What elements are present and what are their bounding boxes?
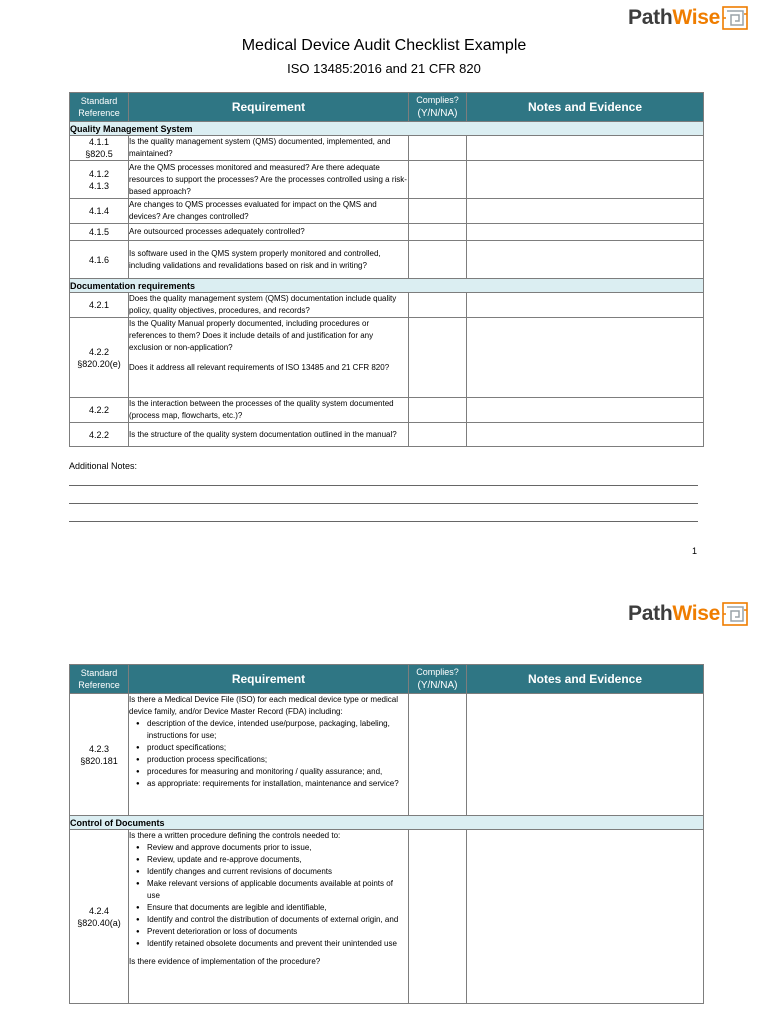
list-item: ● Ensure that documents are legible and identifiable, bbox=[129, 902, 408, 914]
list-item: ● Make relevant versions of applicable documents available at points of use bbox=[129, 878, 408, 902]
section-row bbox=[70, 122, 704, 136]
table-row bbox=[70, 318, 704, 398]
notes-cell[interactable] bbox=[467, 224, 704, 241]
checklist-table-page2 bbox=[69, 664, 704, 1004]
complies-cell[interactable] bbox=[409, 398, 467, 423]
standard-reference: 4.2.2 bbox=[70, 423, 129, 447]
table-header-row bbox=[70, 665, 704, 694]
requirement-text: Is there a written procedure defining the controls needed to: ● Review and approve documents prior to issue, ● Review, update and re-approve documents, ● Identify changes and current revisions of documents ● Make relevant versions of applicable documents available at points of use ● Ensure that documents are legible and identifiable, ● Identify and control the distribution of documents of external origin, and ● Prevent deterioration or loss of documents ● Identify retained obsolete documents and prevent their unintended use Is there evidence of implementation of the procedure? bbox=[129, 830, 409, 1004]
complies-cell[interactable] bbox=[409, 293, 467, 318]
section-title: Control of Documents bbox=[70, 816, 704, 830]
list-item: ● Identify retained obsolete documents and prevent their unintended use bbox=[129, 938, 408, 950]
complies-cell[interactable] bbox=[409, 161, 467, 199]
list-item: ● Review and approve documents prior to issue, bbox=[129, 842, 408, 854]
standard-reference: 4.1.1 §820.5 bbox=[70, 136, 129, 161]
notes-cell[interactable] bbox=[467, 241, 704, 279]
section-row bbox=[70, 816, 704, 830]
complies-cell[interactable] bbox=[409, 694, 467, 816]
table-row bbox=[70, 830, 704, 1004]
header-complies: Complies? (Y/N/NA) bbox=[409, 93, 467, 122]
maze-icon bbox=[722, 602, 748, 626]
notes-cell[interactable] bbox=[467, 136, 704, 161]
notes-cell[interactable] bbox=[467, 694, 704, 816]
table-row bbox=[70, 161, 704, 199]
requirement-bullet-list bbox=[129, 718, 408, 790]
requirement-text: Is the structure of the quality system documentation outlined in the manual? bbox=[129, 423, 409, 447]
document-title: Medical Device Audit Checklist Example bbox=[241, 37, 527, 54]
standard-reference: 4.1.2 4.1.3 bbox=[70, 161, 129, 199]
requirement-bullet-list bbox=[129, 842, 408, 950]
list-item: ● Prevent deterioration or loss of documents bbox=[129, 926, 408, 938]
standard-reference: 4.2.2 bbox=[70, 398, 129, 423]
notes-cell[interactable] bbox=[467, 161, 704, 199]
list-item: ● description of the device, intended use/purpose, packaging, labeling, instructions for use; bbox=[129, 718, 408, 742]
document-subtitle: ISO 13485:2016 and 21 CFR 820 bbox=[287, 61, 481, 76]
requirement-text: Is software used in the QMS system properly monitored and controlled, including validations and revalidations based on risk and in writing? bbox=[129, 241, 409, 279]
logo-text-path: Path bbox=[628, 6, 673, 29]
requirement-text: Is the interaction between the processes of the quality system documented (process map, flowcharts, etc.)? bbox=[129, 398, 409, 423]
requirement-text: Is there a Medical Device File (ISO) for each medical device type or medical device family, and/or Device Master Record (FDA) including: ● description of the device, intended use/purpose, packaging, labeling, instructions for use; ● product specifications; ● production process specifications; ● procedures for measuring and monitoring / quality assurance; and, ● as appropriate: requirements for installation, maintenance and service? bbox=[129, 694, 409, 816]
logo-text-wise: Wise bbox=[672, 6, 720, 29]
checklist-table-page1 bbox=[69, 92, 704, 447]
list-item: ● as appropriate: requirements for installation, maintenance and service? bbox=[129, 778, 408, 790]
complies-cell[interactable] bbox=[409, 224, 467, 241]
notes-cell[interactable] bbox=[467, 293, 704, 318]
pathwise-logo bbox=[628, 6, 748, 30]
notes-line[interactable] bbox=[69, 485, 698, 486]
table-row bbox=[70, 136, 704, 161]
standard-reference: 4.1.6 bbox=[70, 241, 129, 279]
header-notes-evidence: Notes and Evidence bbox=[467, 665, 704, 694]
list-item: ● Review, update and re-approve documents, bbox=[129, 854, 408, 866]
logo-text-wise: Wise bbox=[672, 602, 720, 625]
requirement-text: Are changes to QMS processes evaluated for impact on the QMS and devices? Are changes controlled? bbox=[129, 199, 409, 224]
notes-line[interactable] bbox=[69, 503, 698, 504]
table-header-row bbox=[70, 93, 704, 122]
header-standard-reference: Standard Reference bbox=[70, 665, 129, 694]
standard-reference: 4.2.1 bbox=[70, 293, 129, 318]
complies-cell[interactable] bbox=[409, 830, 467, 1004]
complies-cell[interactable] bbox=[409, 241, 467, 279]
list-item: ● procedures for measuring and monitoring / quality assurance; and, bbox=[129, 766, 408, 778]
table-row bbox=[70, 224, 704, 241]
logo-text-path: Path bbox=[628, 602, 673, 625]
complies-cell[interactable] bbox=[409, 199, 467, 224]
list-item: ● Identify changes and current revisions of documents bbox=[129, 866, 408, 878]
table-row bbox=[70, 694, 704, 816]
notes-cell[interactable] bbox=[467, 398, 704, 423]
header-notes-evidence: Notes and Evidence bbox=[467, 93, 704, 122]
notes-cell[interactable] bbox=[467, 318, 704, 398]
complies-cell[interactable] bbox=[409, 136, 467, 161]
list-item: ● production process specifications; bbox=[129, 754, 408, 766]
section-title: Quality Management System bbox=[70, 122, 704, 136]
header-requirement: Requirement bbox=[129, 93, 409, 122]
notes-cell[interactable] bbox=[467, 199, 704, 224]
standard-reference: 4.2.3 §820.181 bbox=[70, 694, 129, 816]
requirement-text: Are outsourced processes adequately controlled? bbox=[129, 224, 409, 241]
standard-reference: 4.2.2 §820.20(e) bbox=[70, 318, 129, 398]
table-row bbox=[70, 199, 704, 224]
table-row bbox=[70, 423, 704, 447]
requirement-text: Are the QMS processes monitored and measured? Are there adequate resources to support the processes? Are the processes controlled using a risk-based approach? bbox=[129, 161, 409, 199]
requirement-text: Is the Quality Manual properly documented, including procedures or references to them? Does it include details of and justification for any exclusion or non-application? Does it address all relevant requirements of ISO 13485 and 21 CFR 820? bbox=[129, 318, 409, 398]
notes-cell[interactable] bbox=[467, 830, 704, 1004]
requirement-text: Is the quality management system (QMS) documented, implemented, and maintained? bbox=[129, 136, 409, 161]
list-item: ● product specifications; bbox=[129, 742, 408, 754]
header-standard-reference: Standard Reference bbox=[70, 93, 129, 122]
requirement-text: Does the quality management system (QMS) documentation include quality policy, quality objectives, procedures, and records? bbox=[129, 293, 409, 318]
table-row bbox=[70, 398, 704, 423]
pathwise-logo bbox=[628, 602, 748, 626]
header-complies: Complies? (Y/N/NA) bbox=[409, 665, 467, 694]
section-title: Documentation requirements bbox=[70, 279, 704, 293]
complies-cell[interactable] bbox=[409, 318, 467, 398]
maze-icon bbox=[722, 6, 748, 30]
standard-reference: 4.1.4 bbox=[70, 199, 129, 224]
notes-line[interactable] bbox=[69, 521, 698, 522]
header-requirement: Requirement bbox=[129, 665, 409, 694]
notes-cell[interactable] bbox=[467, 423, 704, 447]
table-row bbox=[70, 293, 704, 318]
page-number: 1 bbox=[692, 546, 698, 556]
table-row bbox=[70, 241, 704, 279]
standard-reference: 4.1.5 bbox=[70, 224, 129, 241]
section-row bbox=[70, 279, 704, 293]
additional-notes-label: Additional Notes: bbox=[69, 461, 138, 471]
list-item: ● Identify and control the distribution of documents of external origin, and bbox=[129, 914, 408, 926]
standard-reference: 4.2.4 §820.40(a) bbox=[70, 830, 129, 1004]
complies-cell[interactable] bbox=[409, 423, 467, 447]
